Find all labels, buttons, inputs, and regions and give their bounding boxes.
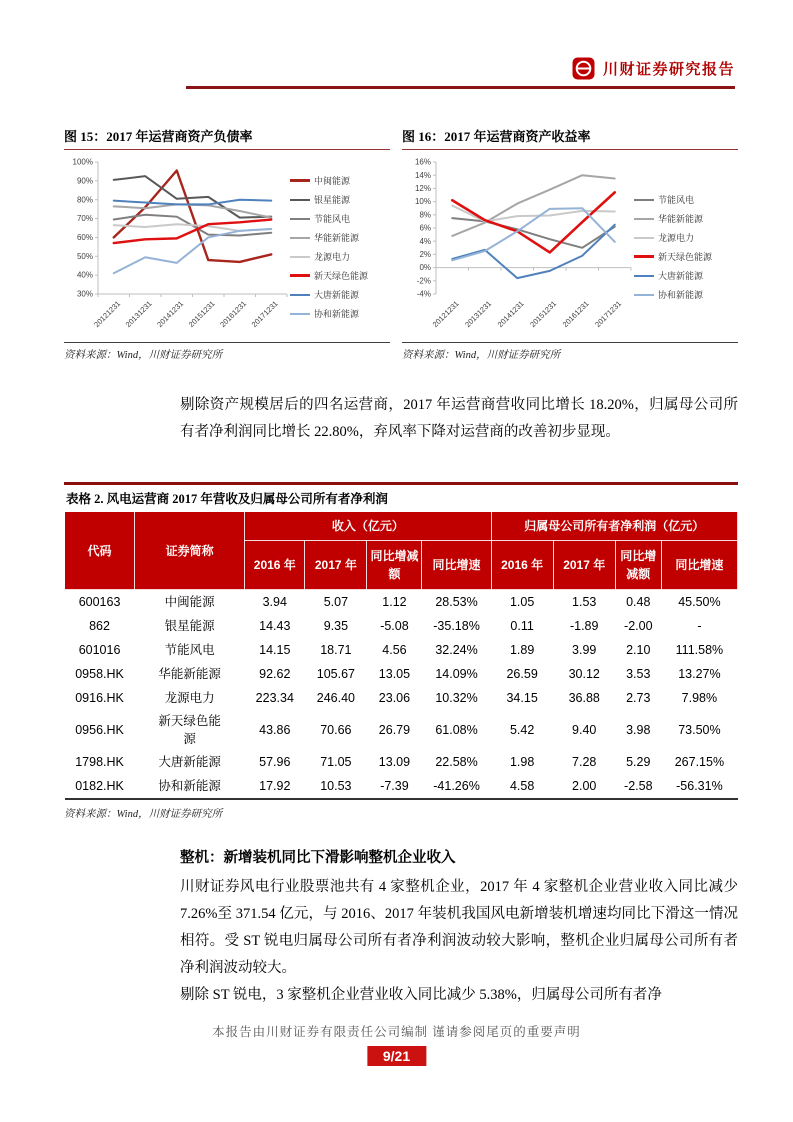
chart-legend	[290, 154, 390, 340]
footer-disclaimer: 本报告由川财证券有限责任公司编制 谨请参阅尾页的重要声明	[212, 1025, 581, 1039]
table-cell: 1798.HK	[75, 755, 124, 770]
table-cell: 223.34	[255, 691, 294, 705]
wind-operators-table	[64, 511, 738, 800]
legend-line-swatch	[634, 294, 654, 296]
legend-label: 节能风电	[314, 214, 351, 224]
table-cell: 17.92	[259, 779, 291, 794]
legend-item	[290, 307, 390, 320]
table-cell: 9.40	[572, 723, 597, 738]
table-cell: 26.79	[378, 723, 411, 738]
figure-16-source: 资料来源：Wind，川财证券研究所	[402, 342, 738, 362]
paragraph-oem-1: 川财证券风电行业股票池共有 4 家整机企业，2017 年 4 家整机企业营业收入同比减少 7.26%至 371.54 亿元，与 2016、2017 年装机我国风电新增装机增速均同比下滑这一情况相符。受 ST 锐电归属母公司所有者净利润波动较大影响，整机企业归属母公司所有者净利润波动较大。	[180, 879, 738, 976]
table-cell: 13.09	[378, 755, 411, 770]
figure-15-title: 图 15：2017 年运营商资产负债率	[64, 126, 390, 150]
legend-line-swatch	[634, 255, 654, 258]
table-row	[65, 638, 738, 662]
svg-text:20141231: 20141231	[495, 299, 526, 330]
svg-text:20161231: 20161231	[560, 299, 591, 330]
table-row	[65, 750, 738, 774]
svg-text:100%: 100%	[72, 157, 93, 167]
table-cell: 5.42	[509, 723, 535, 738]
table-cell: 18.71	[320, 643, 352, 657]
svg-text:90%: 90%	[76, 176, 93, 186]
legend-item	[290, 193, 390, 206]
table-source: 资料来源：Wind，川财证券研究所	[64, 809, 223, 821]
report-header	[572, 57, 735, 80]
table-cell: 3.98	[626, 723, 651, 738]
svg-text:-2%: -2%	[416, 276, 431, 286]
table-cell: 2.00	[572, 779, 597, 794]
table-cell: 1.98	[509, 755, 535, 770]
table-cell: 4.58	[509, 779, 535, 794]
legend-label: 大唐新能源	[314, 290, 360, 300]
table-cell	[135, 710, 245, 750]
table-cell: -35.18%	[433, 619, 480, 633]
brand-logo-icon	[572, 57, 595, 80]
legend-item	[290, 231, 390, 244]
table-cell: 银星能源	[164, 619, 215, 633]
svg-text:8%: 8%	[419, 210, 431, 220]
svg-text:20141231: 20141231	[155, 299, 186, 330]
table-cell: 2.10	[626, 643, 651, 657]
legend-label: 新天绿色能源	[314, 271, 369, 281]
svg-text:50%: 50%	[76, 251, 93, 261]
svg-text:40%: 40%	[76, 270, 93, 280]
table-cell: 246.40	[316, 691, 355, 705]
svg-text:6%: 6%	[419, 223, 431, 233]
table-cell: 111.58%	[675, 643, 724, 657]
svg-text:20131231: 20131231	[463, 299, 494, 330]
legend-item	[634, 250, 738, 263]
table-cell: 节能风电	[164, 643, 215, 657]
table-body	[65, 590, 738, 800]
table-cell: 龙源电力	[164, 691, 215, 705]
table-row	[65, 710, 738, 750]
table-cell: 45.50%	[678, 595, 721, 609]
figure-16	[402, 126, 738, 362]
paragraph-operators: 剔除资产规模居后的四名运营商，2017 年运营商营收同比增长 18.20%，归属母公司所有者净利润同比增长 22.80%，弃风率下降对运营商的改善初步显现。	[180, 397, 738, 440]
col-header-growth-profit: 同比增速	[661, 541, 737, 590]
legend-item	[634, 212, 738, 225]
table-cell: 32.24%	[435, 643, 478, 657]
table-title: 表格 2. 风电运营商 2017 年营收及归属母公司所有者净利润	[64, 482, 738, 511]
legend-line-swatch	[634, 237, 654, 239]
legend-line-swatch	[290, 179, 310, 182]
table-cell: -	[697, 619, 702, 633]
table-cell: -2.58	[624, 779, 653, 794]
table-cell: 862	[89, 619, 110, 633]
legend-item	[634, 193, 738, 206]
col-header-code: 代码	[65, 512, 135, 590]
table-cell: 3.99	[572, 643, 597, 657]
table-row	[65, 614, 738, 638]
table-cell: 3.53	[626, 667, 651, 681]
chart-legend	[634, 154, 738, 340]
table-cell: 0958.HK	[75, 667, 124, 681]
table-row	[65, 774, 738, 799]
table-cell: 7.28	[572, 755, 597, 770]
legend-line-swatch	[290, 218, 310, 220]
legend-line-swatch	[634, 218, 654, 220]
table-cell: 600163	[78, 595, 121, 609]
table-cell: -56.31%	[676, 779, 723, 794]
legend-item	[634, 269, 738, 282]
table-cell: 92.62	[259, 667, 291, 681]
svg-text:20131231: 20131231	[123, 299, 154, 330]
figure-16-chart	[402, 154, 738, 340]
table-cell: 1.12	[382, 595, 407, 609]
svg-text:30%: 30%	[76, 289, 93, 299]
table-cell: 4.56	[382, 643, 407, 657]
table-cell: 10.32%	[435, 691, 478, 705]
table-cell: 0.48	[626, 595, 651, 609]
legend-line-swatch	[290, 256, 310, 258]
legend-label: 华能新能源	[314, 233, 360, 243]
table-cell: -2.00	[624, 619, 653, 633]
svg-text:70%: 70%	[76, 214, 93, 224]
table-cell: 267.15%	[674, 755, 725, 770]
table-cell: 13.27%	[678, 667, 721, 681]
table-cell: 5.07	[323, 595, 349, 609]
svg-text:2%: 2%	[419, 250, 431, 259]
table-cell: -5.08	[380, 619, 409, 633]
col-header-2016-profit: 2016 年	[491, 541, 553, 590]
figure-15-chart	[64, 154, 390, 340]
legend-label: 龙源电力	[314, 252, 351, 262]
page-number-badge: 9/21	[367, 1046, 426, 1066]
legend-label: 银星能源	[314, 195, 351, 205]
col-header-change-income: 同比增减额	[367, 541, 422, 590]
table-cell: 14.15	[259, 643, 291, 657]
table-cell: 10.53	[320, 779, 352, 794]
legend-label: 中闽能源	[314, 176, 351, 186]
table-cell: 23.06	[378, 691, 411, 705]
table-cell: 14.09%	[435, 667, 478, 681]
svg-text:16%: 16%	[414, 157, 431, 167]
table-cell: -1.89	[569, 619, 599, 633]
line-chart-return-ratio	[402, 154, 634, 340]
table-cell: 大唐新能源	[158, 755, 221, 770]
table-cell: 30.12	[568, 667, 600, 681]
svg-text:10%: 10%	[414, 197, 431, 207]
table-cell: 0916.HK	[75, 691, 124, 705]
table-cell: 华能新能源	[158, 667, 221, 681]
col-header-growth-income: 同比增速	[422, 541, 491, 590]
table-row	[65, 590, 738, 615]
legend-item	[290, 212, 390, 225]
legend-line-swatch	[290, 199, 310, 201]
svg-text:4%: 4%	[419, 236, 431, 246]
brand-title: 川财证券研究报告	[602, 62, 735, 78]
table-cell: 0956.HK	[75, 723, 124, 738]
svg-text:-4%: -4%	[416, 289, 431, 299]
col-header-2017-profit: 2017 年	[553, 541, 615, 590]
figure-15	[64, 126, 390, 362]
svg-text:20171231: 20171231	[249, 299, 280, 330]
legend-item	[634, 288, 738, 301]
svg-text:20121231: 20121231	[92, 299, 123, 330]
table-cell: 1.89	[509, 643, 535, 657]
table-cell: 43.86	[259, 723, 291, 738]
legend-item	[290, 174, 390, 187]
legend-label: 节能风电	[658, 195, 695, 205]
table-cell: 61.08%	[435, 723, 478, 738]
table-cell: 2.73	[626, 691, 651, 705]
svg-text:14%: 14%	[414, 170, 431, 180]
legend-line-swatch	[290, 294, 310, 296]
col-group-profit: 归属母公司所有者净利润（亿元）	[491, 512, 737, 541]
table-row	[65, 686, 738, 710]
col-header-name: 证券简称	[135, 512, 245, 590]
table-cell: 3.94	[262, 595, 287, 609]
table-cell: 5.29	[626, 755, 651, 770]
table-cell: 70.66	[320, 723, 352, 738]
svg-text:20151231: 20151231	[528, 299, 559, 330]
svg-text:20151231: 20151231	[186, 299, 217, 330]
table-cell: 0182.HK	[75, 779, 124, 794]
table-cell: 26.59	[506, 667, 538, 681]
legend-label: 华能新能源	[658, 214, 704, 224]
legend-line-swatch	[290, 274, 310, 277]
header-rule	[186, 86, 735, 89]
table-cell: 57.96	[259, 755, 291, 770]
table-cell: 1.53	[572, 595, 597, 609]
table-cell: -41.26%	[433, 779, 480, 794]
table-cell: 1.05	[509, 595, 535, 609]
legend-label: 协和新能源	[658, 290, 704, 300]
legend-item	[290, 288, 390, 301]
table-cell: 71.05	[320, 755, 352, 770]
table-cell: 28.53%	[435, 595, 478, 609]
table-cell: 14.43	[259, 619, 291, 633]
figure-16-title: 图 16：2017 年运营商资产收益率	[402, 126, 738, 150]
table-block	[64, 482, 738, 821]
legend-label: 大唐新能源	[658, 271, 704, 281]
legend-item	[634, 231, 738, 244]
table-cell: 34.15	[506, 691, 538, 705]
svg-text:20161231: 20161231	[218, 299, 249, 330]
col-header-2017-income: 2017 年	[305, 541, 367, 590]
legend-line-swatch	[290, 313, 310, 315]
col-header-change-profit: 同比增减额	[615, 541, 661, 590]
col-header-2016-income: 2016 年	[245, 541, 305, 590]
col-group-income: 收入（亿元）	[245, 512, 491, 541]
svg-text:0%: 0%	[419, 263, 431, 273]
line-chart-debt-ratio	[64, 154, 290, 340]
table-cell: 中闽能源	[164, 595, 215, 609]
table-cell: 9.35	[323, 619, 349, 633]
svg-text:60%: 60%	[76, 233, 93, 243]
security-name: 新天绿色能源	[158, 714, 221, 747]
legend-label: 龙源电力	[658, 233, 695, 243]
table-cell: 22.58%	[435, 755, 478, 770]
legend-item	[290, 269, 390, 282]
legend-label: 新天绿色能源	[658, 252, 713, 262]
table-header	[65, 512, 738, 590]
svg-text:80%: 80%	[76, 195, 93, 205]
legend-label: 协和新能源	[314, 309, 360, 319]
paragraph-oem-2: 剔除 ST 锐电，3 家整机企业营业收入同比减少 5.38%，归属母公司所有者净	[180, 987, 662, 1003]
table-cell: 601016	[78, 643, 121, 657]
table-cell: 105.67	[316, 667, 355, 681]
svg-text:12%: 12%	[414, 184, 431, 193]
table-cell: 36.88	[568, 691, 600, 705]
table-cell: 7.98%	[681, 691, 718, 705]
figure-15-source: 资料来源：Wind，川财证券研究所	[64, 342, 390, 362]
section-heading-oem: 整机：新增装机同比下滑影响整机企业收入	[180, 850, 456, 866]
legend-line-swatch	[634, 199, 654, 201]
legend-line-swatch	[634, 275, 654, 277]
table-cell: 协和新能源	[158, 779, 221, 794]
table-cell: 73.50%	[678, 723, 721, 738]
svg-text:20171231: 20171231	[593, 299, 624, 330]
legend-item	[290, 250, 390, 263]
table-row	[65, 662, 738, 686]
table-cell: 13.05	[378, 667, 411, 681]
table-cell: -7.39	[380, 779, 409, 794]
legend-line-swatch	[290, 237, 310, 239]
figures-row	[64, 126, 738, 362]
svg-text:20121231: 20121231	[430, 299, 461, 330]
table-cell: 0.11	[510, 619, 534, 633]
